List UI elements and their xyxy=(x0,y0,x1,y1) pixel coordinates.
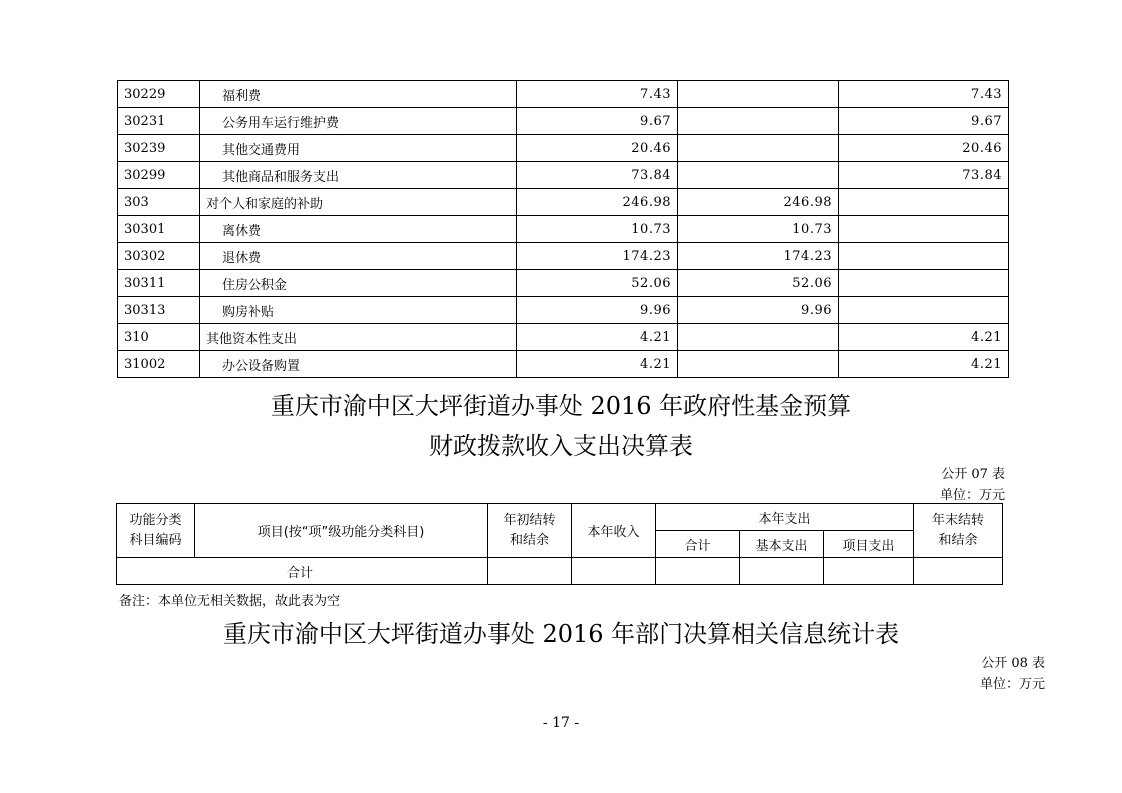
fund-table-title-line2: 财政拨款收入支出决算表 xyxy=(429,432,693,460)
row-amount-project: 7.43 xyxy=(839,81,1009,108)
unit-label-08: 单位：万元 xyxy=(979,677,1045,692)
table-row xyxy=(118,243,1009,270)
total-cell xyxy=(824,558,914,585)
row-amount-project: 4.21 xyxy=(839,351,1009,378)
row-amount-total: 9.67 xyxy=(517,108,678,135)
row-code: 30311 xyxy=(118,270,200,297)
row-name: 福利费 xyxy=(200,81,517,108)
form-number-07: 公开 07 表 xyxy=(941,467,1005,482)
header-income: 本年收入 xyxy=(572,504,656,558)
header-begin-line2: 和结余 xyxy=(509,532,549,548)
total-cell xyxy=(914,558,1003,585)
row-amount-basic xyxy=(678,81,839,108)
row-name: 购房补贴 xyxy=(200,297,517,324)
row-code: 30302 xyxy=(118,243,200,270)
total-cell xyxy=(572,558,656,585)
header-end-line1: 年末结转 xyxy=(931,512,984,528)
row-amount-total: 7.43 xyxy=(517,81,678,108)
row-code: 30239 xyxy=(118,135,200,162)
header-item: 项目(按“项”级功能分类科目) xyxy=(195,504,488,558)
row-name: 对个人和家庭的补助 xyxy=(200,189,517,216)
row-name: 其他交通费用 xyxy=(200,135,517,162)
table-row xyxy=(118,216,1009,243)
header-expense-total: 合计 xyxy=(656,531,740,558)
unit-label-07: 单位：万元 xyxy=(939,488,1005,503)
row-amount-project: 73.84 xyxy=(839,162,1009,189)
row-code: 310 xyxy=(118,324,200,351)
row-code: 31002 xyxy=(118,351,200,378)
total-cell xyxy=(656,558,740,585)
row-amount-project: 20.46 xyxy=(839,135,1009,162)
row-amount-total: 4.21 xyxy=(517,351,678,378)
header-func-code-line1: 功能分类 xyxy=(129,512,182,528)
row-name: 其他商品和服务支出 xyxy=(200,162,517,189)
row-amount-basic: 10.73 xyxy=(678,216,839,243)
row-amount-total: 52.06 xyxy=(517,270,678,297)
page-number: - 17 - xyxy=(542,715,580,731)
table-row xyxy=(118,270,1009,297)
row-name: 离休费 xyxy=(200,216,517,243)
row-amount-basic xyxy=(678,324,839,351)
fund-table-title-line1: 重庆市渝中区大坪街道办事处 2016 年政府性基金预算 xyxy=(270,392,852,420)
row-amount-basic: 52.06 xyxy=(678,270,839,297)
total-row xyxy=(117,558,1003,585)
table-row xyxy=(118,297,1009,324)
header-expense: 本年支出 xyxy=(656,504,914,531)
row-amount-basic xyxy=(678,135,839,162)
header-begin-line1: 年初结转 xyxy=(503,512,556,528)
row-name: 办公设备购置 xyxy=(200,351,517,378)
row-amount-project xyxy=(839,216,1009,243)
total-cell xyxy=(740,558,824,585)
row-name: 住房公积金 xyxy=(200,270,517,297)
row-amount-project: 4.21 xyxy=(839,324,1009,351)
row-code: 30301 xyxy=(118,216,200,243)
total-label: 合计 xyxy=(117,558,488,585)
row-amount-total: 73.84 xyxy=(517,162,678,189)
header-func-code-line2: 科目编码 xyxy=(129,532,182,548)
expenditure-detail-body xyxy=(118,81,1009,378)
row-name: 其他资本性支出 xyxy=(200,324,517,351)
row-code: 303 xyxy=(118,189,200,216)
row-code: 30231 xyxy=(118,108,200,135)
row-amount-basic: 9.96 xyxy=(678,297,839,324)
row-code: 30229 xyxy=(118,81,200,108)
government-fund-table xyxy=(116,503,1003,585)
row-amount-total: 4.21 xyxy=(517,324,678,351)
row-amount-total: 20.46 xyxy=(517,135,678,162)
row-code: 30313 xyxy=(118,297,200,324)
header-func-code xyxy=(117,504,195,558)
row-amount-basic: 174.23 xyxy=(678,243,839,270)
row-amount-project xyxy=(839,189,1009,216)
row-amount-basic xyxy=(678,162,839,189)
row-amount-basic: 246.98 xyxy=(678,189,839,216)
total-cell xyxy=(488,558,572,585)
table-row xyxy=(118,324,1009,351)
header-end-balance xyxy=(914,504,1003,558)
header-end-line2: 和结余 xyxy=(938,532,978,548)
form-number-08: 公开 08 表 xyxy=(981,656,1045,671)
row-amount-basic xyxy=(678,108,839,135)
row-amount-project: 9.67 xyxy=(839,108,1009,135)
row-amount-total: 10.73 xyxy=(517,216,678,243)
row-amount-total: 174.23 xyxy=(517,243,678,270)
row-code: 30299 xyxy=(118,162,200,189)
table-row xyxy=(118,108,1009,135)
statistics-table-title: 重庆市渝中区大坪街道办事处 2016 年部门决算相关信息统计表 xyxy=(222,620,900,648)
row-amount-project xyxy=(839,270,1009,297)
expenditure-detail-table xyxy=(117,80,1009,378)
table-row xyxy=(118,135,1009,162)
table-remark: 备注：本单位无相关数据，故此表为空 xyxy=(119,594,341,609)
row-amount-total: 9.96 xyxy=(517,297,678,324)
header-begin-balance xyxy=(488,504,572,558)
row-amount-project xyxy=(839,243,1009,270)
table-row xyxy=(118,351,1009,378)
table-row xyxy=(118,189,1009,216)
header-expense-basic: 基本支出 xyxy=(740,531,824,558)
table-row xyxy=(118,162,1009,189)
row-amount-basic xyxy=(678,351,839,378)
row-name: 公务用车运行维护费 xyxy=(200,108,517,135)
row-amount-total: 246.98 xyxy=(517,189,678,216)
row-amount-project xyxy=(839,297,1009,324)
table-row xyxy=(118,81,1009,108)
header-expense-project: 项目支出 xyxy=(824,531,914,558)
row-name: 退休费 xyxy=(200,243,517,270)
